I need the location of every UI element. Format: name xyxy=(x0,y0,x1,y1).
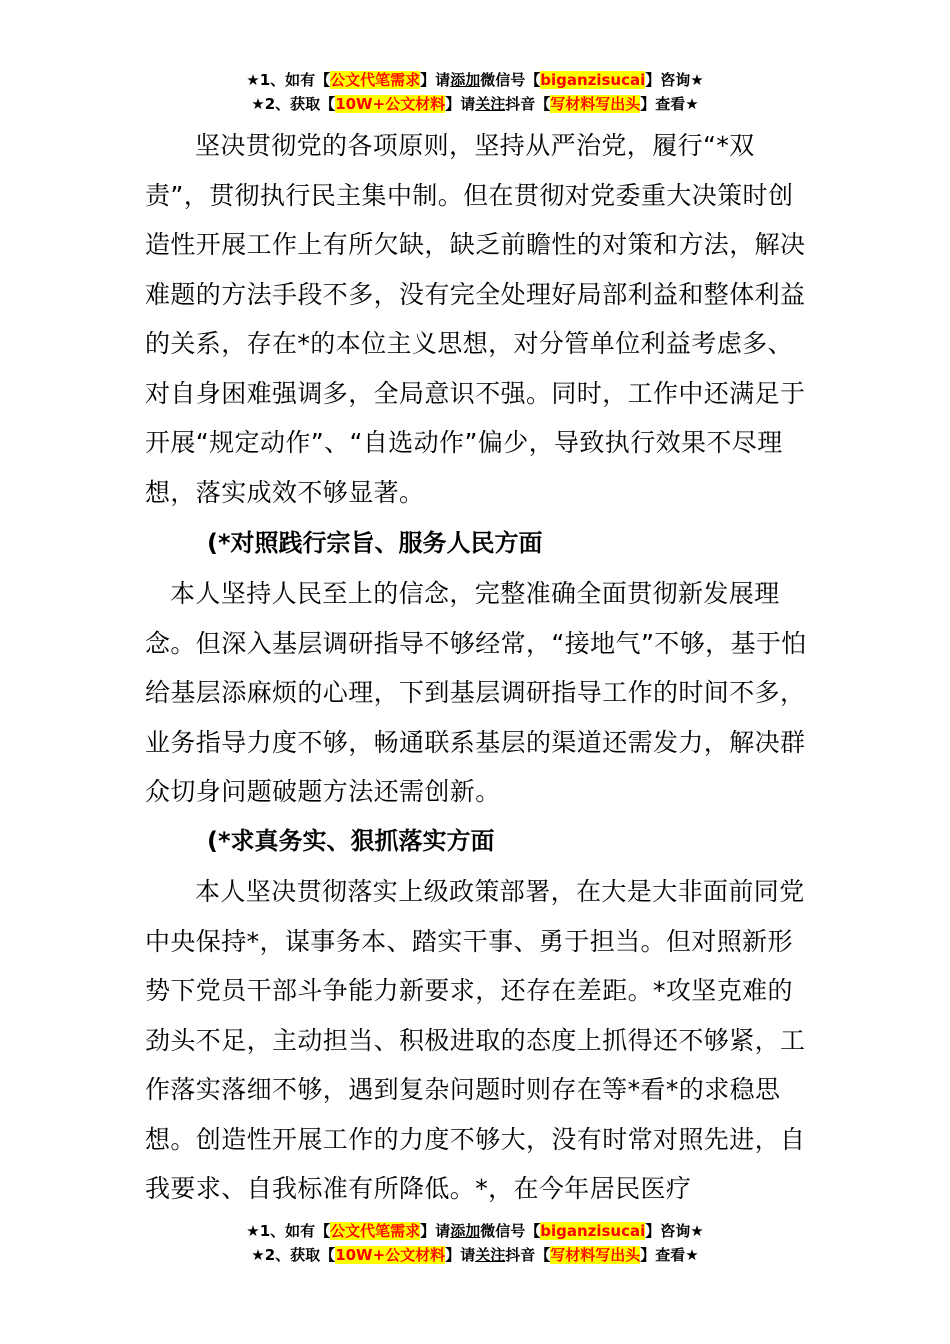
banner-text: 】查看★ xyxy=(640,95,699,113)
footer-banner xyxy=(0,1219,950,1267)
banner-underline: 添加 xyxy=(450,71,481,89)
banner-highlight: 10W+公文材料 xyxy=(335,95,446,113)
banner-underline: 添加 xyxy=(450,1222,481,1240)
section-heading-1: (*对照践行宗旨、服务人民方面 xyxy=(207,529,543,557)
banner-text: ★1、如有【 xyxy=(246,1222,331,1240)
paragraph-2 xyxy=(145,569,810,817)
banner-text: 】请 xyxy=(420,1222,451,1240)
banner-text: 】查看★ xyxy=(640,1246,699,1264)
banner-text: 微信号【 xyxy=(480,1222,541,1240)
banner-line-1 xyxy=(0,68,950,92)
banner-text: 】请 xyxy=(445,95,476,113)
banner-highlight: 公文代笔需求 xyxy=(330,1222,421,1240)
banner-highlight: 写材料写出头 xyxy=(550,95,641,113)
banner-highlight: 10W+公文材料 xyxy=(335,1246,446,1264)
banner-highlight: biganzisucai xyxy=(540,1222,646,1240)
banner-line-1 xyxy=(0,1219,950,1243)
banner-text: 抖音【 xyxy=(505,1246,551,1264)
banner-line-2 xyxy=(0,1243,950,1267)
banner-text: 】咨询★ xyxy=(645,1222,704,1240)
banner-text: 】请 xyxy=(420,71,451,89)
banner-highlight: biganzisucai xyxy=(540,71,646,89)
banner-text: ★2、获取【 xyxy=(251,1246,336,1264)
banner-text: ★2、获取【 xyxy=(251,95,336,113)
paragraph-text: 本人坚持人民至上的信念，完整准确全面贯彻新发展理念。但深入基层调研指导不够经常，“接地气”不够，基于怕给基层添麻烦的心理，下到基层调研指导工作的时间不多，业务指导力度不够，畅通联系基层的渠道还需发力，解决群众切身问题破题方法还需创新。 xyxy=(145,579,807,806)
banner-text: 】咨询★ xyxy=(645,71,704,89)
banner-highlight: 写材料写出头 xyxy=(550,1246,641,1264)
header-banner xyxy=(0,68,950,116)
banner-highlight: 公文代笔需求 xyxy=(330,71,421,89)
banner-text: 】请 xyxy=(445,1246,476,1264)
banner-underline: 关注 xyxy=(475,1246,506,1264)
paragraph-1 xyxy=(145,121,810,517)
paragraph-text: 坚决贯彻党的各项原则，坚持从严治党，履行“*双责”，贯彻执行民主集中制。但在贯彻对党委重大决策时创造性开展工作上有所欠缺，缺乏前瞻性的对策和方法，解决难题的方法手段不多，没有完全处理好局部利益和整体利益的关系，存在*的本位主义思想，对分管单位利益考虑多、对自身困难强调多，全局意识不强。同时，工作中还满足于开展“规定动作”、“自选动作”偏少，导致执行效果不尽理想，落实成效不够显著。 xyxy=(145,131,806,507)
banner-text: ★1、如有【 xyxy=(246,71,331,89)
banner-text: 微信号【 xyxy=(480,71,541,89)
paragraph-text: 本人坚决贯彻落实上级政策部署，在大是大非面前同党中央保持*，谋事务本、踏实干事、勇于担当。但对照新形势下党员干部斗争能力新要求，还存在差距。*攻坚克难的劲头不足，主动担当、积极进取的态度上抓得还不够紧，工作落实落细不够，遇到复杂问题时则存在等*看*的求稳思想。创造性开展工作的力度不够大，没有时常对照先进，自我要求、自我标准有所降低。*，在今年居民医疗 xyxy=(145,877,806,1203)
banner-line-2 xyxy=(0,92,950,116)
paragraph-3 xyxy=(145,867,810,1214)
banner-underline: 关注 xyxy=(475,95,506,113)
banner-text: 抖音【 xyxy=(505,95,551,113)
section-heading-2: (*求真务实、狠抓落实方面 xyxy=(207,827,495,855)
